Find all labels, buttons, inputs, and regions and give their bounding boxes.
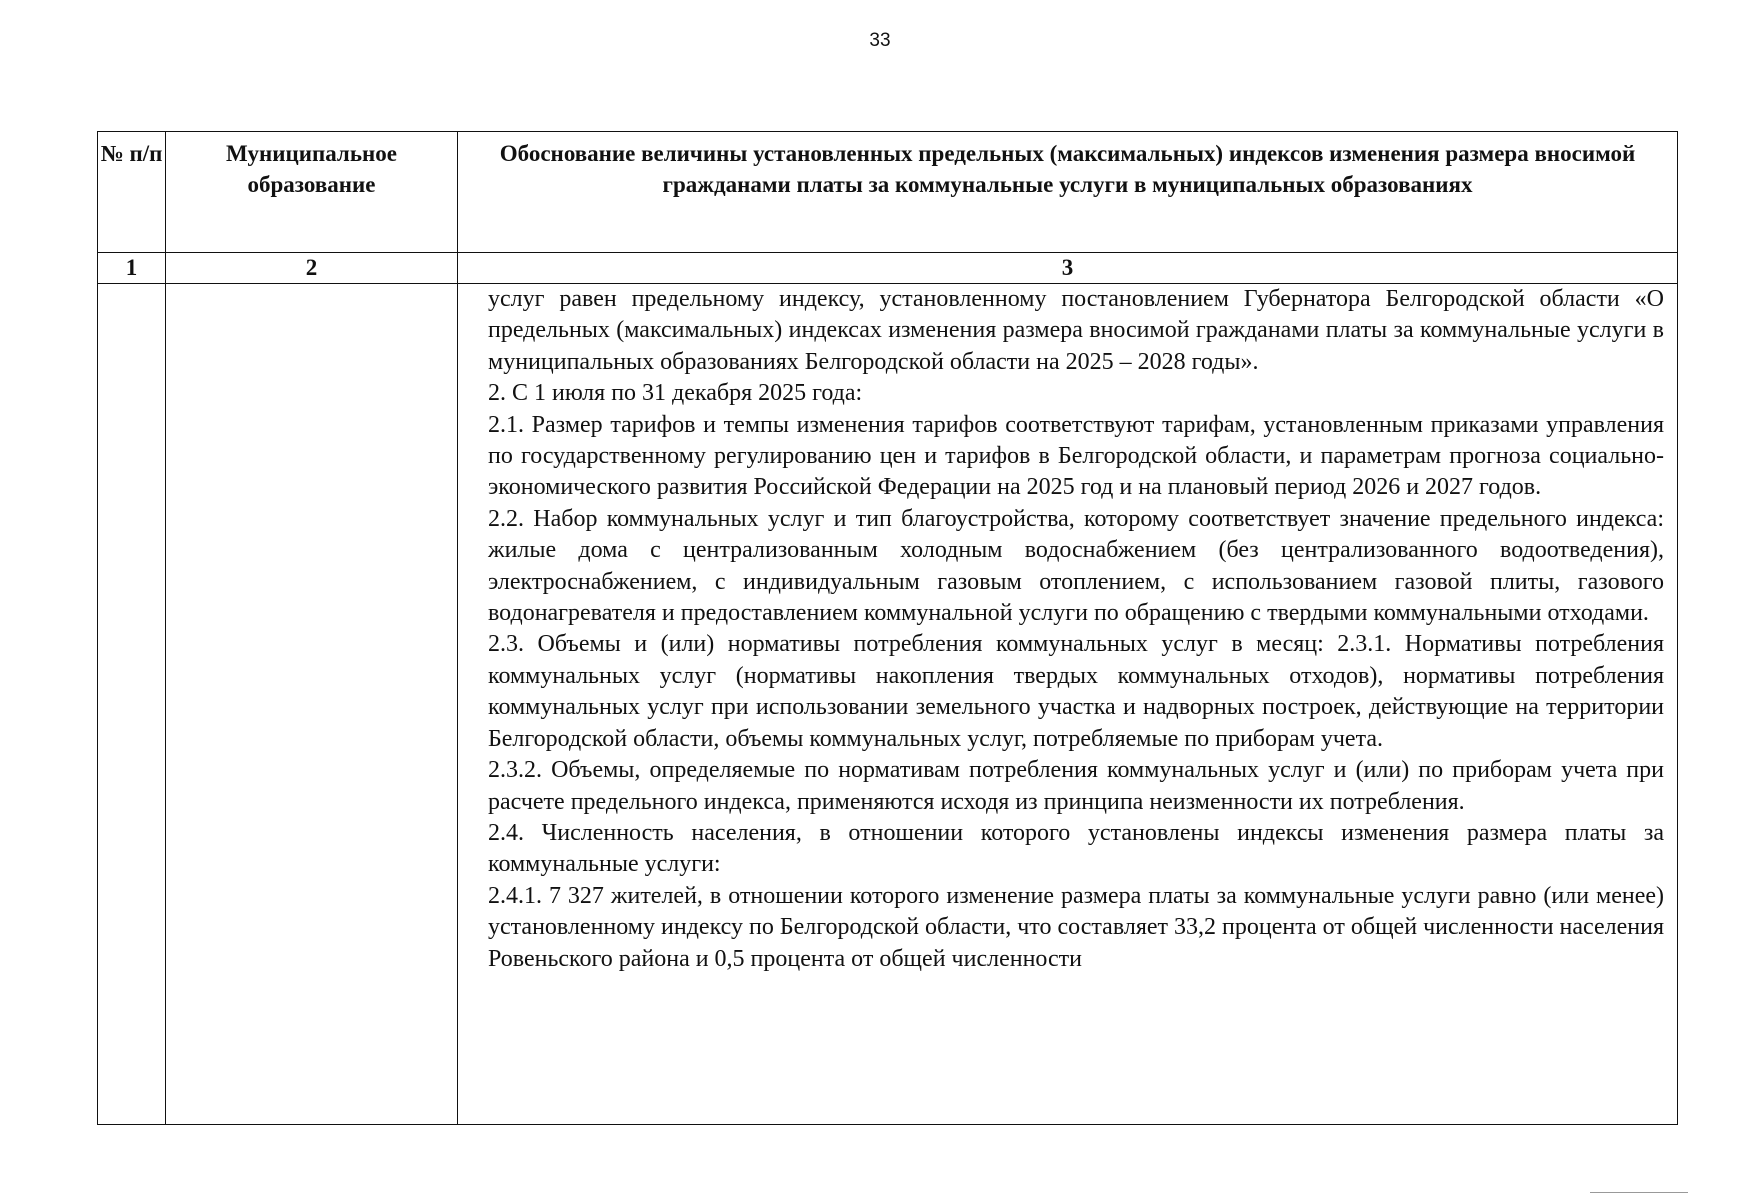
- row-municipality-cell: [166, 284, 458, 1125]
- paragraph-2-3: 2.3. Объемы и (или) нормативы потребления коммунальных услуг в месяц: 2.3.1. Нормативы потребления коммунальных услуг (нормативы накопления твердых коммунальных отходов), нормативы потребления коммунальных услуг при использовании земельного участка и надворных построек, действующие на территории Белгородской области, объемы коммунальных услуг, потребляемые по приборам учета.: [488, 631, 1664, 752]
- paragraph-2-3-2: 2.3.2. Объемы, определяемые по нормативам потребления коммунальных услуг и (или) по приборам учета при расчете предельного индекса, применяются исходя из принципа неизменности их потребления.: [488, 757, 1664, 815]
- column-number-1: 1: [98, 253, 166, 284]
- paragraph-intro: услуг равен предельному индексу, установленному постановлением Губернатора Белгородской области «О предельных (максимальных) индексах изменения размера вносимой гражданами платы за коммунальные услуги в муниципальных образованиях Белгородской области на 2025 – 2028 годы».: [488, 286, 1664, 375]
- table-row: [98, 284, 1678, 1125]
- row-number-cell: [98, 284, 166, 1125]
- paragraph-2-4-1: 2.4.1. 7 327 жителей, в отношении которого изменение размера платы за коммунальные услуги равно (или менее) установленному индексу по Белгородской области, что составляет 33,2 процента от общей численности населения Ровеньского района и 0,5 процента от общей численности: [488, 882, 1664, 972]
- paragraph-2-1: 2.1. Размер тарифов и темпы изменения тарифов соответствуют тарифам, установленным приказами управления по государственному регулированию цен и тарифов в Белгородской области, и параметрам прогноза социально-экономического развития Российской Федерации на 2025 год и на плановый период 2026 и 2027 годов.: [488, 411, 1664, 501]
- paragraph-2-2: 2.2. Набор коммунальных услуг и тип благоустройства, которому соответствует значение предельного индекса: жилые дома с централизованным холодным водоснабжением (без централизованного водоотведения), электроснабжением, с индивидуальным газовым отоплением, с использованием газовой плиты, газового водонагревателя и предоставлением коммунальной услуги по обращению с твердыми коммунальными отходами.: [488, 505, 1664, 627]
- paragraph-2: 2. С 1 июля по 31 декабря 2025 года:: [488, 380, 863, 407]
- column-number-3: 3: [458, 253, 1678, 284]
- row-justification-cell: [458, 284, 1678, 1125]
- header-number-col: № п/п: [98, 132, 166, 253]
- table-header-row: [98, 132, 1678, 253]
- column-number-2: 2: [166, 253, 458, 284]
- index-justification-table: [97, 131, 1678, 1125]
- header-municipality-col: Муниципальное образование: [166, 132, 458, 253]
- column-number-row: [98, 253, 1678, 284]
- scan-artifact-line: [1590, 1192, 1688, 1193]
- paragraph-2-4: 2.4. Численность населения, в отношении которого установлены индексы изменения размера платы за коммунальные услуги:: [488, 819, 1664, 878]
- justification-text: [458, 284, 1677, 975]
- header-justification-col: Обоснование величины установленных предельных (максимальных) индексов изменения размера вносимой гражданами платы за коммунальные услуги в муниципальных образованиях: [458, 132, 1678, 253]
- page-number: 33: [869, 30, 891, 51]
